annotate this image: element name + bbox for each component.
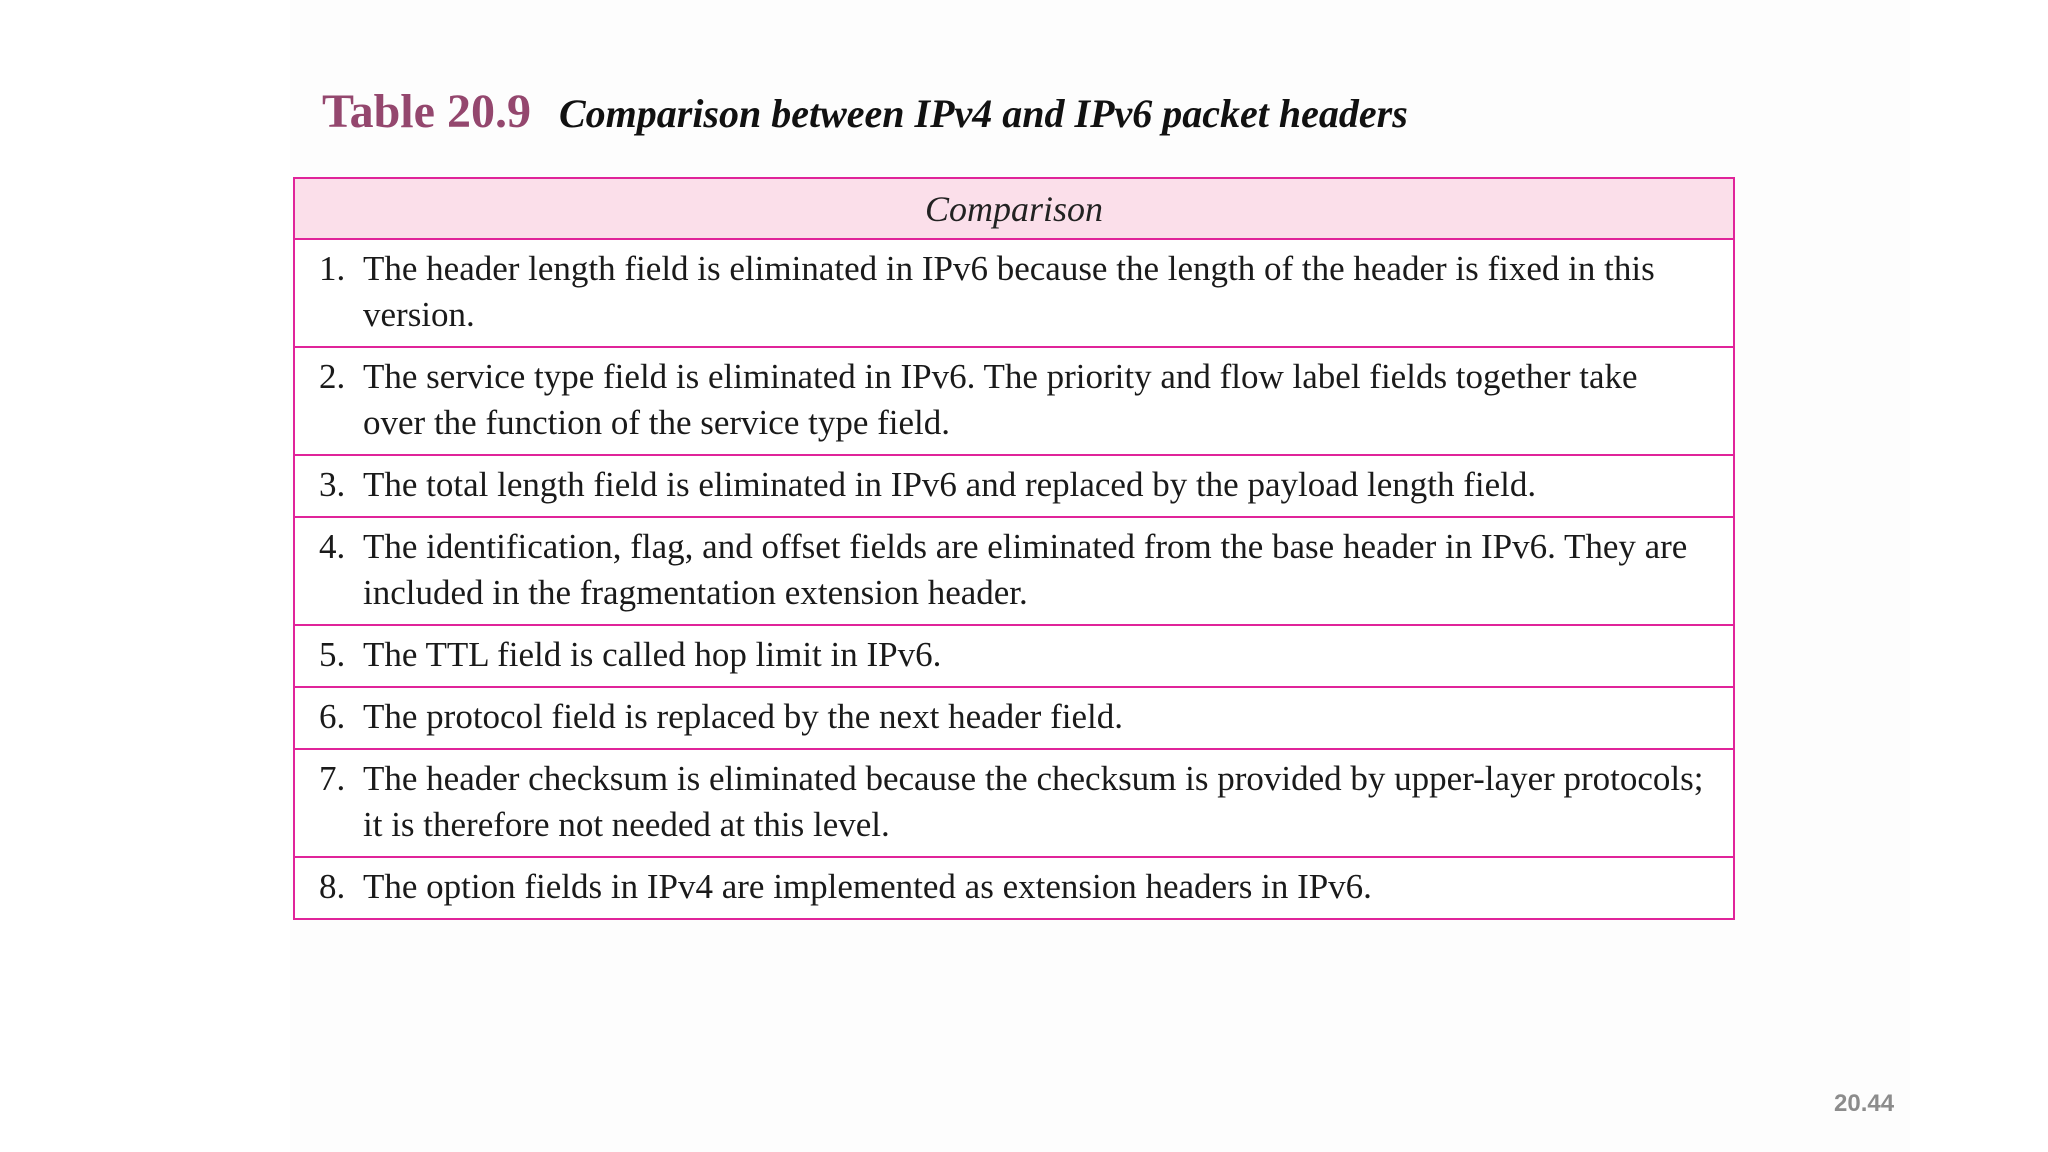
slide-title	[322, 85, 1408, 138]
table-cell	[294, 687, 1734, 749]
row-number: 7.	[319, 759, 346, 798]
table-caption: Comparison between IPv4 and IPv6 packet headers	[558, 91, 1408, 136]
row-number: 3.	[319, 465, 346, 504]
table-header-row	[294, 178, 1734, 239]
table-number-label: Table 20.9	[322, 85, 531, 138]
row-text: The header checksum is eliminated because the checksum is provided by upper-layer protocols; it is therefore not needed at this level.	[363, 759, 1704, 844]
page-number: 20.44	[1834, 1090, 1895, 1117]
table-row	[294, 749, 1734, 857]
table-row	[294, 625, 1734, 687]
table-row	[294, 687, 1734, 749]
table-header-cell: Comparison	[294, 178, 1734, 239]
row-text: The service type field is eliminated in IPv6. The priority and flow label fields together take over the function of the service type field.	[363, 357, 1638, 442]
row-number: 8.	[319, 867, 346, 906]
table-row	[294, 517, 1734, 625]
table-cell	[294, 857, 1734, 919]
row-text: The total length field is eliminated in IPv6 and replaced by the payload length field.	[363, 465, 1537, 504]
table-row	[294, 857, 1734, 919]
row-number: 6.	[319, 697, 346, 736]
table-cell	[294, 625, 1734, 687]
table-row	[294, 239, 1734, 347]
table-cell	[294, 749, 1734, 857]
comparison-table	[293, 177, 1735, 920]
row-text: The identification, flag, and offset fields are eliminated from the base header in IPv6. They are included in the fragmentation extension header.	[363, 527, 1688, 612]
table-cell	[294, 347, 1734, 455]
table-cell	[294, 517, 1734, 625]
row-text: The protocol field is replaced by the next header field.	[363, 697, 1123, 736]
table-row	[294, 455, 1734, 517]
table-cell	[294, 239, 1734, 347]
row-number: 2.	[319, 357, 346, 396]
row-text: The header length field is eliminated in IPv6 because the length of the header is fixed in this version.	[363, 249, 1655, 334]
row-text: The option fields in IPv4 are implemented as extension headers in IPv6.	[363, 867, 1372, 906]
row-number: 1.	[319, 249, 346, 288]
row-number: 5.	[319, 635, 346, 674]
row-number: 4.	[319, 527, 346, 566]
row-text: The TTL field is called hop limit in IPv6.	[363, 635, 942, 674]
table-cell	[294, 455, 1734, 517]
table-row	[294, 347, 1734, 455]
